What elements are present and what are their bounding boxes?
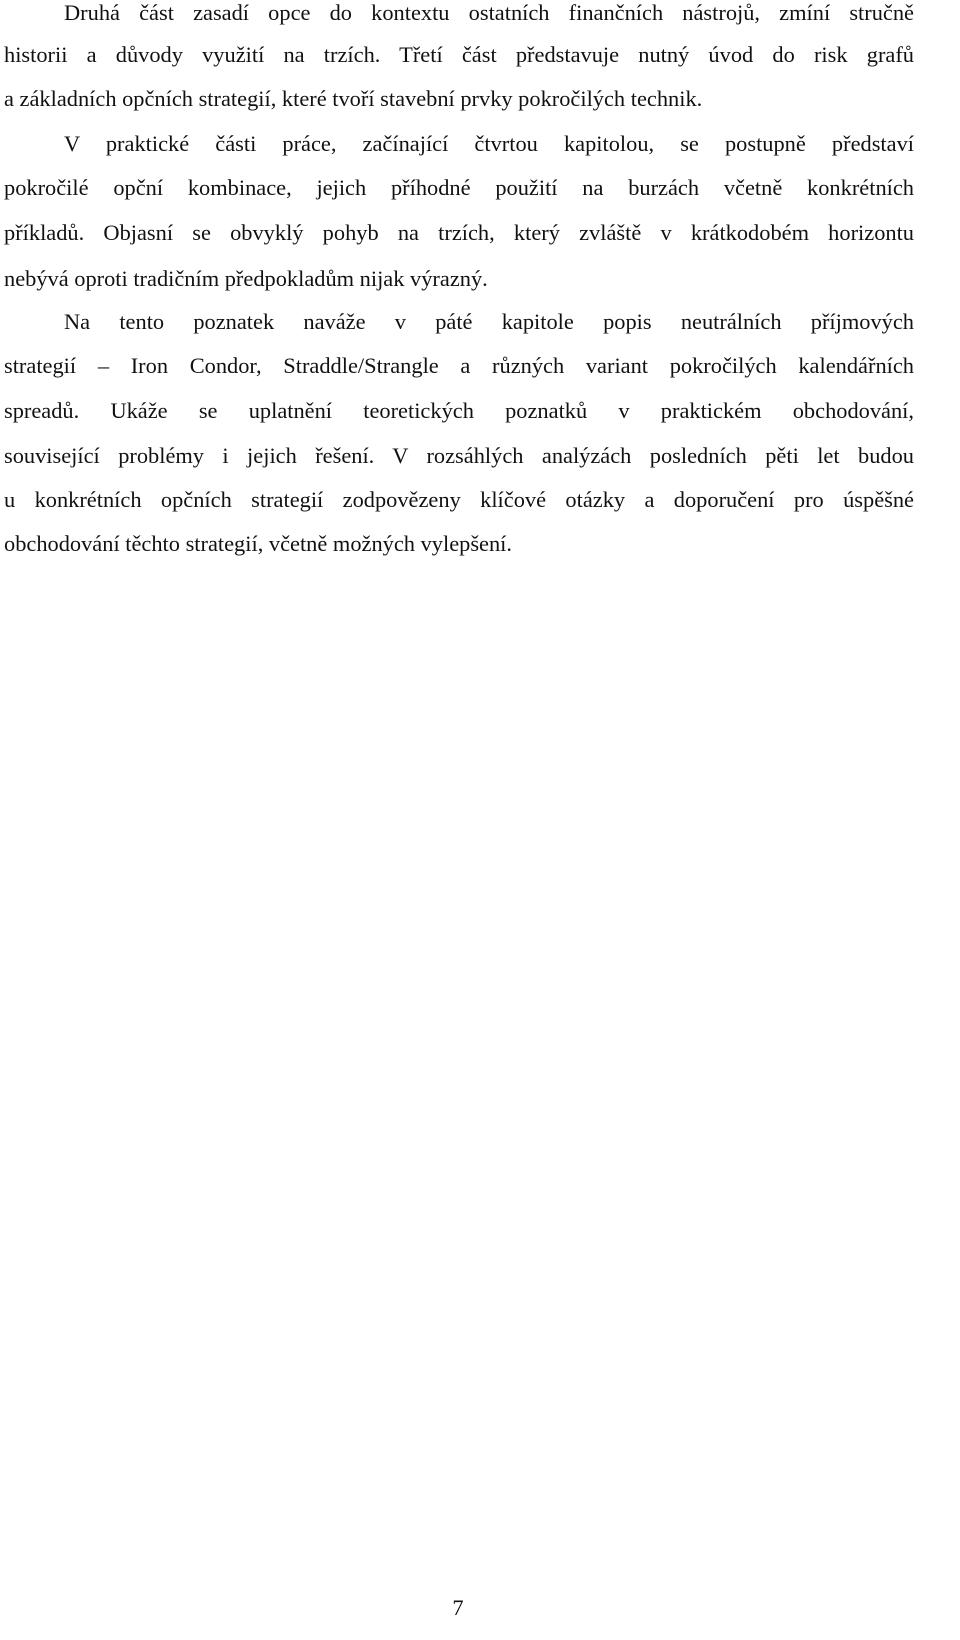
page-number: 7 [452, 1595, 464, 1620]
text-line: příkladů. Objasní se obvyklý pohyb na trzích, který zvláště v krátkodobém horizontu [4, 220, 914, 245]
text-line: historii a důvody využití na trzích. Třetí část představuje nutný úvod do risk grafů [4, 42, 914, 67]
text-line: obchodování těchto strategií, včetně možných vylepšení. [4, 531, 512, 556]
text-line: u konkrétních opčních strategií zodpovězeny klíčové otázky a doporučení pro úspěšné [4, 487, 914, 512]
text-line: pokročilé opční kombinace, jejich příhodné použití na burzách včetně konkrétních [4, 175, 914, 200]
text-line: spreadů. Ukáže se uplatnění teoretických poznatků v praktickém obchodování, [4, 398, 914, 423]
text-line: strategií – Iron Condor, Straddle/Strangle a různých variant pokročilých kalendářních [4, 353, 914, 378]
text-line: Na tento poznatek naváže v páté kapitole popis neutrálních příjmových [64, 309, 914, 334]
text-line: Druhá část zasadí opce do kontextu ostatních finančních nástrojů, zmíní stručně [64, 0, 914, 25]
text-line: a základních opčních strategií, které tvoří stavební prvky pokročilých technik. [4, 86, 703, 111]
text-line: nebývá oproti tradičním předpokladům nijak výrazný. [4, 266, 488, 291]
text-line: související problémy i jejich řešení. V rozsáhlých analýzách posledních pěti let budou [4, 443, 914, 468]
text-line: V praktické části práce, začínající čtvrtou kapitolou, se postupně představí [64, 131, 914, 156]
